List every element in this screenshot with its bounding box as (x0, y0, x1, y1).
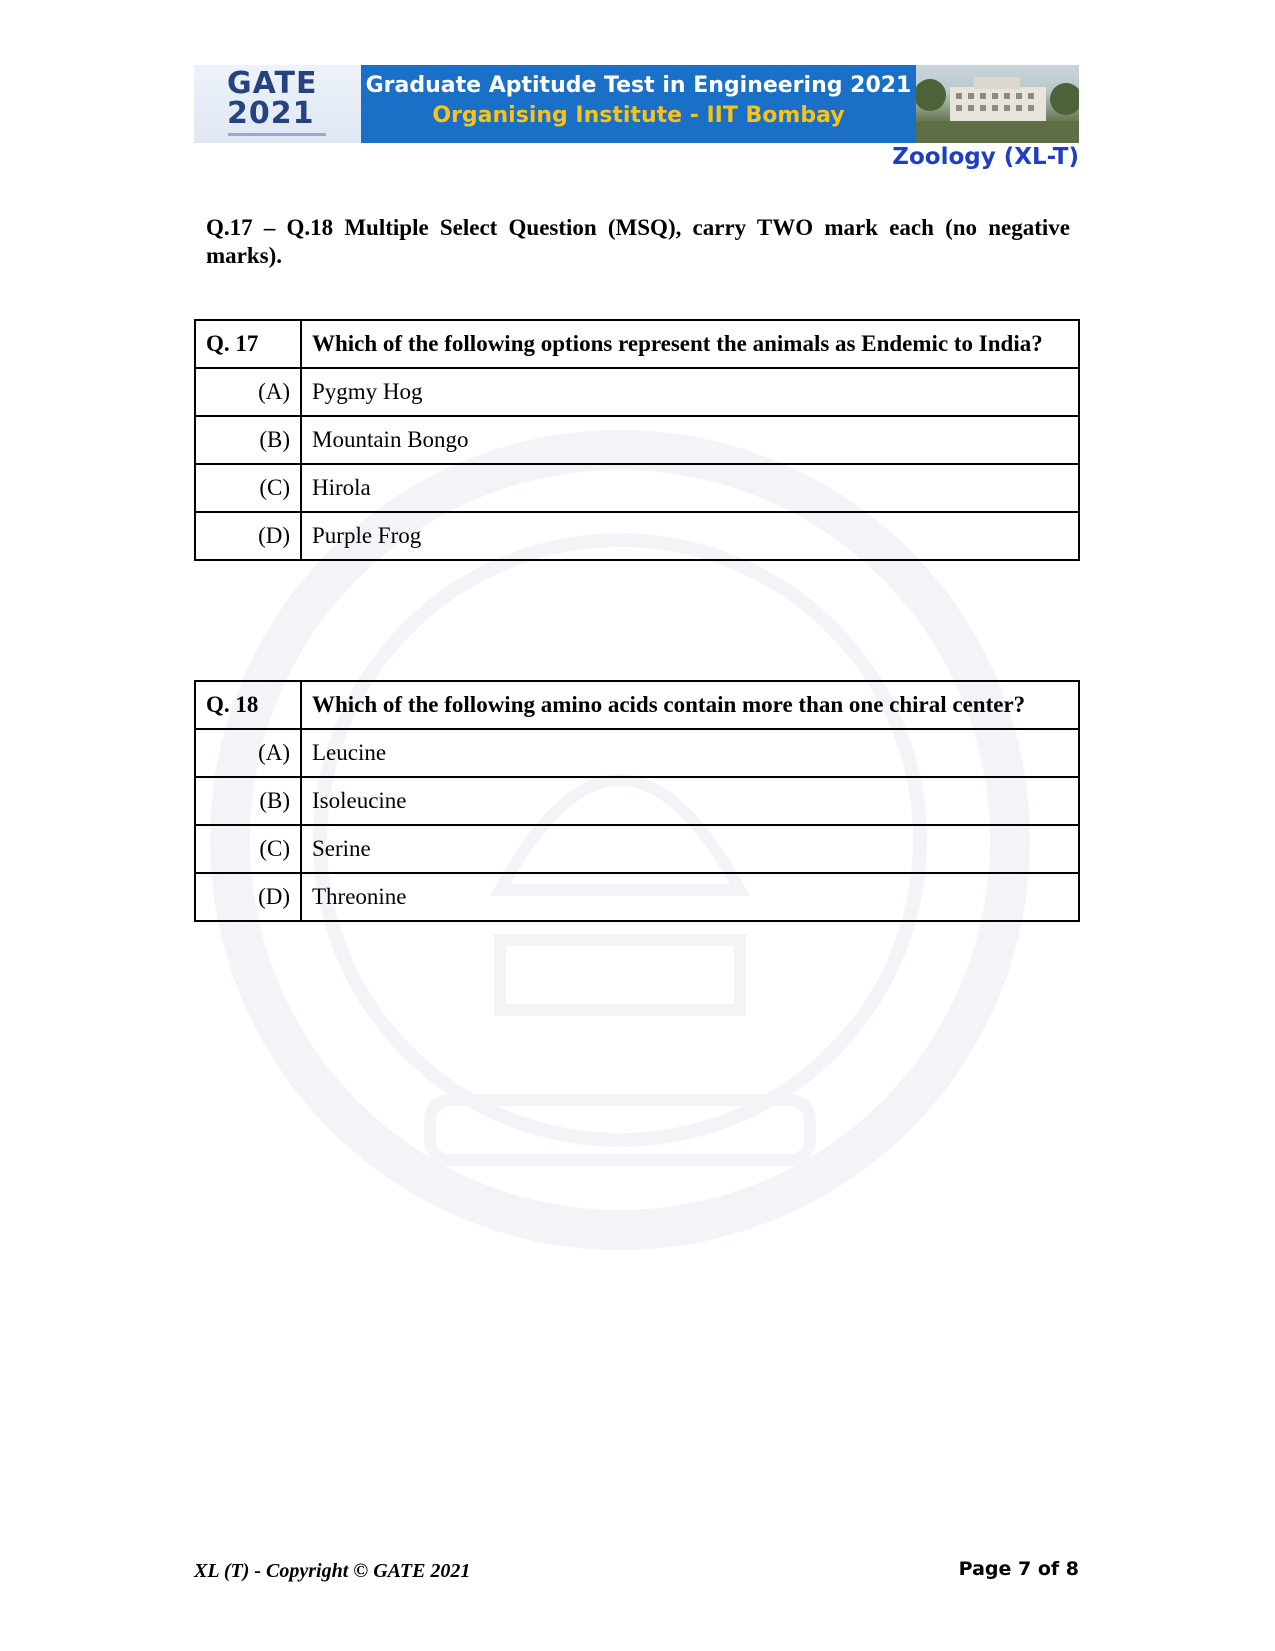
option-row (195, 825, 1079, 873)
banner-title-block (361, 65, 916, 143)
option-label: (D) (195, 873, 301, 921)
question-text: Which of the following amino acids contain more than one chiral center? (301, 681, 1079, 729)
banner-title: Graduate Aptitude Test in Engineering 2021 (365, 73, 912, 98)
option-row (195, 416, 1079, 464)
campus-photo (916, 65, 1079, 143)
question-table (194, 319, 1080, 561)
option-row (195, 464, 1079, 512)
option-text: Pygmy Hog (301, 368, 1079, 416)
option-label: (B) (195, 777, 301, 825)
question-number: Q. 17 (195, 320, 301, 368)
question-number: Q. 18 (195, 681, 301, 729)
logo-year: 2021 (227, 96, 315, 131)
campus-building-icon (916, 65, 1079, 143)
option-text: Serine (301, 825, 1079, 873)
option-text: Mountain Bongo (301, 416, 1079, 464)
option-text: Purple Frog (301, 512, 1079, 560)
footer-copyright: XL (T) - Copyright © GATE 2021 (194, 1560, 471, 1582)
option-label: (B) (195, 416, 301, 464)
banner-subtitle: Organising Institute - IIT Bombay (432, 103, 845, 128)
option-row (195, 729, 1079, 777)
question-text: Which of the following options represent the animals as Endemic to India? (301, 320, 1079, 368)
page-number: Page 7 of 8 (958, 1558, 1079, 1580)
question-header-row (195, 681, 1079, 729)
option-row (195, 368, 1079, 416)
option-text: Isoleucine (301, 777, 1079, 825)
option-row (195, 873, 1079, 921)
option-text: Threonine (301, 873, 1079, 921)
logo-underline (228, 133, 326, 136)
option-label: (D) (195, 512, 301, 560)
section-instructions: Q.17 – Q.18 Multiple Select Question (MSQ), carry TWO mark each (no negative marks). (206, 215, 1070, 268)
question-header-row (195, 320, 1079, 368)
header-banner (194, 65, 1079, 143)
logo-word: GATE (227, 66, 318, 101)
option-label: (A) (195, 368, 301, 416)
option-label: (A) (195, 729, 301, 777)
option-label: (C) (195, 825, 301, 873)
option-text: Leucine (301, 729, 1079, 777)
option-label: (C) (195, 464, 301, 512)
option-text: Hirola (301, 464, 1079, 512)
gate-logo (194, 65, 361, 143)
option-row (195, 777, 1079, 825)
subject-title: Zoology (XL-T) (892, 144, 1079, 170)
option-row (195, 512, 1079, 560)
question-table (194, 680, 1080, 922)
